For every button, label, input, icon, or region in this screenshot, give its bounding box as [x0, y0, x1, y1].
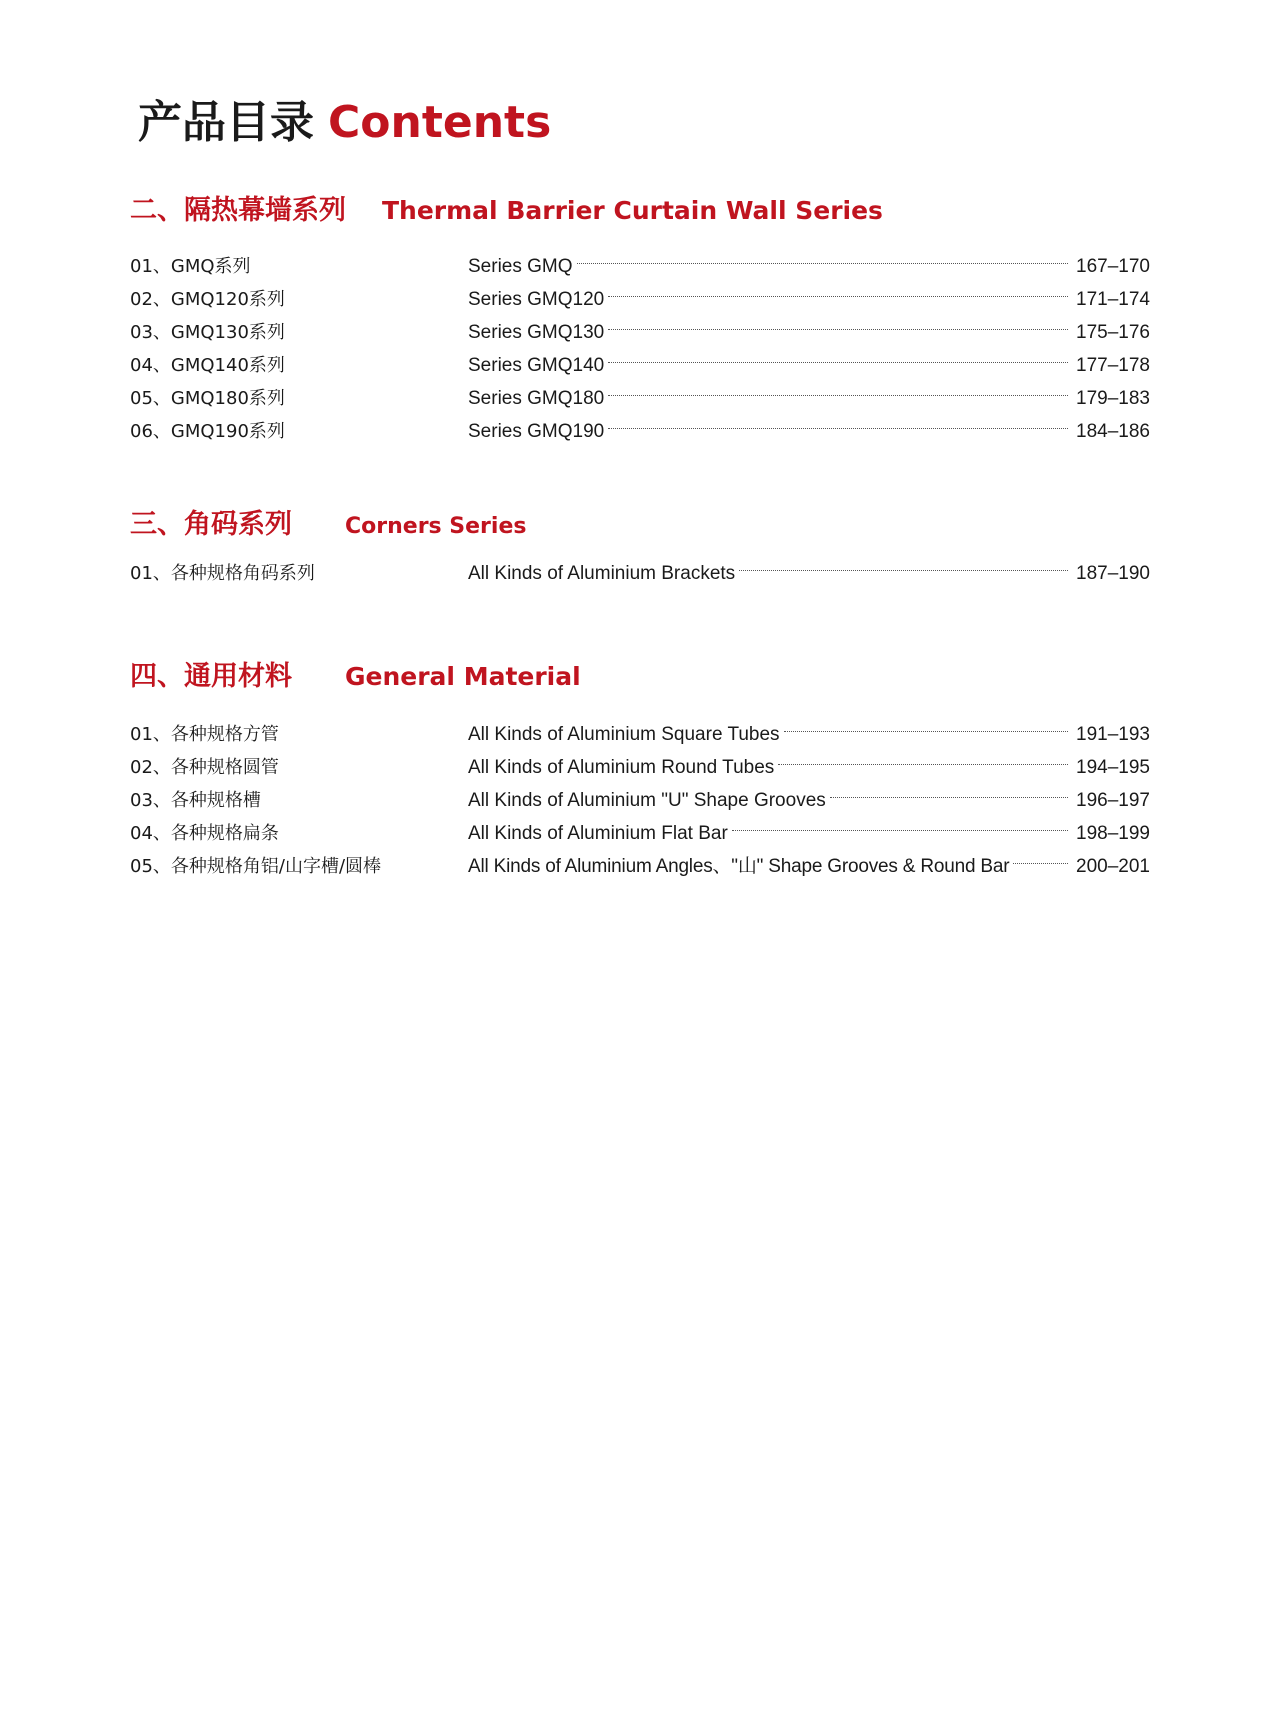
entry-cn-label: 02、各种规格圆管: [130, 757, 279, 778]
entry-page-range: 171–174: [1076, 289, 1150, 310]
toc-entry[interactable]: [130, 784, 1150, 817]
toc-entry[interactable]: [130, 850, 1150, 883]
toc-entry[interactable]: [130, 817, 1150, 850]
dot-leader: [608, 295, 1068, 297]
entry-en-label: Series GMQ120: [468, 289, 605, 310]
entry-cn-label: 01、GMQ系列: [130, 256, 251, 277]
toc-entry[interactable]: [130, 349, 1150, 382]
entry-en-label: All Kinds of Aluminium Square Tubes: [468, 724, 780, 745]
section-general-material: [130, 657, 1150, 883]
section-heading-en: Corners Series: [345, 514, 527, 539]
page-title: [138, 93, 551, 153]
section-heading: [130, 657, 1150, 697]
toc-entry[interactable]: [130, 316, 1150, 349]
entry-page-range: 196–197: [1076, 790, 1150, 811]
entry-cn-label: 04、各种规格扁条: [130, 823, 279, 844]
entry-en-label: All Kinds of Aluminium Angles、"山" Shape Grooves & Round Bar: [468, 856, 1010, 877]
section-heading-cn: 二、隔热幕墙系列: [130, 195, 346, 226]
entry-list: [130, 557, 1150, 590]
section-corners: [130, 505, 1150, 590]
dot-leader: [608, 394, 1068, 396]
entry-cn-label: 05、GMQ180系列: [130, 388, 285, 409]
section-heading-en: Thermal Barrier Curtain Wall Series: [382, 196, 883, 225]
section-heading: [130, 191, 1150, 231]
toc-entry[interactable]: [130, 250, 1150, 283]
dot-leader: [608, 427, 1068, 429]
section-heading-cn: 四、通用材料: [130, 661, 292, 692]
toc-entry[interactable]: [130, 718, 1150, 751]
entry-page-range: 184–186: [1076, 421, 1150, 442]
entry-page-range: 187–190: [1076, 563, 1150, 584]
toc-entry[interactable]: [130, 751, 1150, 784]
entry-en-label: All Kinds of Aluminium Brackets: [468, 563, 736, 584]
entry-en-label: All Kinds of Aluminium Round Tubes: [468, 757, 775, 778]
entry-cn-label: 01、各种规格方管: [130, 724, 279, 745]
entry-cn-label: 06、GMQ190系列: [130, 421, 285, 442]
entry-en-label: All Kinds of Aluminium "U" Shape Grooves: [468, 790, 826, 811]
entry-en-label: Series GMQ130: [468, 322, 605, 343]
section-heading-cn: 三、角码系列: [130, 509, 292, 540]
section-curtain-wall: [130, 191, 1150, 448]
dot-leader: [608, 361, 1068, 363]
toc-entry[interactable]: [130, 415, 1150, 448]
dot-leader: [784, 730, 1068, 732]
dot-leader: [732, 829, 1068, 831]
entry-page-range: 167–170: [1076, 256, 1150, 277]
entry-page-range: 175–176: [1076, 322, 1150, 343]
entry-page-range: 179–183: [1076, 388, 1150, 409]
entry-page-range: 198–199: [1076, 823, 1150, 844]
section-heading: [130, 505, 1150, 545]
section-heading-en: General Material: [345, 662, 581, 691]
dot-leader: [830, 796, 1068, 798]
entry-cn-label: 03、各种规格槽: [130, 790, 261, 811]
entry-cn-label: 05、各种规格角铝/山字槽/圆棒: [130, 856, 382, 877]
page-title-en: Contents: [328, 97, 552, 148]
entry-page-range: 191–193: [1076, 724, 1150, 745]
entry-en-label: Series GMQ190: [468, 421, 605, 442]
entry-page-range: 194–195: [1076, 757, 1150, 778]
entry-list: [130, 718, 1150, 883]
toc-entry[interactable]: [130, 557, 1150, 590]
toc-entry[interactable]: [130, 382, 1150, 415]
entry-cn-label: 04、GMQ140系列: [130, 355, 285, 376]
dot-leader: [1013, 862, 1068, 864]
entry-list: [130, 250, 1150, 448]
entry-en-label: Series GMQ180: [468, 388, 605, 409]
entry-en-label: Series GMQ140: [468, 355, 605, 376]
dot-leader: [778, 763, 1068, 765]
entry-cn-label: 03、GMQ130系列: [130, 322, 285, 343]
dot-leader: [577, 262, 1068, 264]
entry-page-range: 177–178: [1076, 355, 1150, 376]
toc-entry[interactable]: [130, 283, 1150, 316]
entry-cn-label: 02、GMQ120系列: [130, 289, 285, 310]
entry-en-label: All Kinds of Aluminium Flat Bar: [468, 823, 728, 844]
dot-leader: [739, 569, 1068, 571]
entry-en-label: Series GMQ: [468, 256, 573, 277]
dot-leader: [608, 328, 1068, 330]
entry-page-range: 200–201: [1076, 856, 1150, 877]
entry-cn-label: 01、各种规格角码系列: [130, 563, 315, 584]
page-title-cn: 产品目录: [138, 97, 314, 148]
